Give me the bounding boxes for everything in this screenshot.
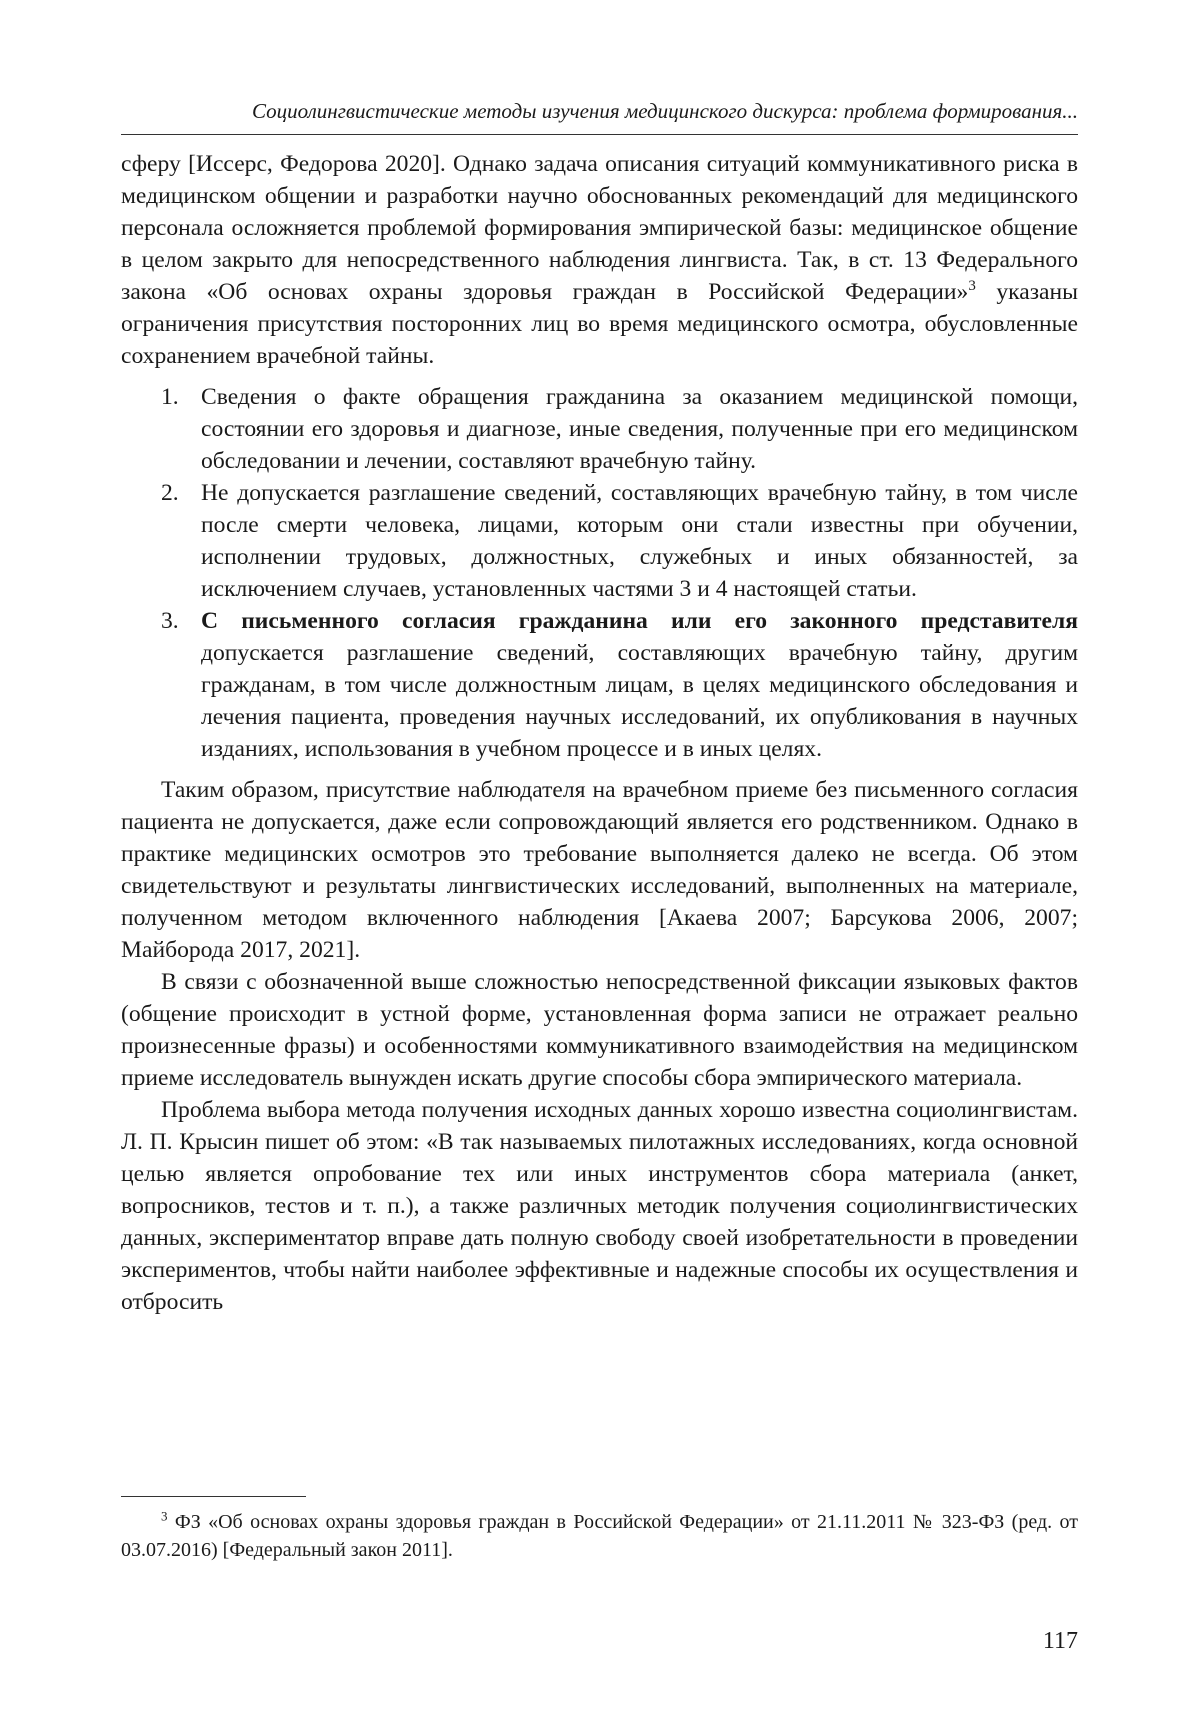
- list-item-text: допускается разглашение сведений, составляющих врачебную тайну, другим гражданам, в том числе должностным лицам, в целях медицинского обследования и лечения пациента, проведения научных исследований, их опубликования в научных изданиях, использования в учебном процессе и в иных целях.: [201, 640, 1078, 762]
- list-number: 2.: [161, 480, 179, 506]
- paragraph: Таким образом, присутствие наблюдателя на врачебном приеме без письменного согласия пациента не допускается, даже если сопровождающий является его родственником. Однако в практике медицинских осмотров это требование выполняется далеко не всегда. Об этом свидетельствуют и результаты лингвистических исследований, выполненных на материале, полученном методом включенного наблюдения [Акаева 2007; Барсукова 2006, 2007; Майборода 2017, 2021].: [121, 777, 1078, 963]
- footnote-reference[interactable]: 3: [968, 278, 976, 295]
- paragraph: [121, 148, 1078, 372]
- footnote-rule: [121, 1496, 306, 1497]
- footnote-mark: 3: [161, 1508, 168, 1524]
- page-number: 117: [1042, 1628, 1078, 1654]
- footnote-text: ФЗ «Об основах охраны здоровья граждан в Российской Федерации» от 21.11.2011 № 323-ФЗ (ред. от 03.07.2016) [Федеральный закон 2011].: [121, 1511, 1078, 1561]
- list-item: [121, 477, 1078, 605]
- list-item-text: Сведения о факте обращения гражданина за оказанием медицинской помощи, состоянии его здоровья и диагнозе, иные сведения, полученные при его медицинском обследовании и лечении, составляют врачебную тайну.: [201, 384, 1078, 474]
- list-item-bold-text: С письменного согласия гражданина или его законного представителя: [201, 608, 1078, 634]
- list-item-text: Не допускается разглашение сведений, составляющих врачебную тайну, в том числе после смерти человека, лицами, которым они стали известны при обучении, исполнении трудовых, должностных, служебных и иных обязанностей, за исключением случаев, установленных частями 3 и 4 настоящей статьи.: [201, 480, 1078, 602]
- list-number: 3.: [161, 608, 179, 634]
- list-number: 1.: [161, 384, 179, 410]
- paragraph-text: сферу [Иссерс, Федорова 2020]. Однако задача описания ситуаций коммуникативного риска в медицинском общении и разработки научно обоснованных рекомендаций для медицинского персонала осложняется проблемой формирования эмпирической базы: медицинское общение в целом закрыто для непосредственного наблюдения лингвиста. Так, в ст. 13 Федерального закона «Об основах охраны здоровья граждан в Российской Федерации»: [121, 151, 1078, 305]
- list-item: [121, 381, 1078, 477]
- header-rule: [121, 134, 1078, 135]
- paragraph: Проблема выбора метода получения исходных данных хорошо известна социолингвистам. Л. П. Крысин пишет об этом: «В так называемых пилотажных исследованиях, когда основной целью является опробование тех или иных инструментов сбора материала (анкет, вопросников, тестов и т. п.), а также различных методик получения социолингвистических данных, экспериментатор вправе дать полную свободу своей изобретательности в проведении экспериментов, чтобы найти наиболее эффективные и надежные способы их осуществления и отбросить: [121, 1097, 1078, 1315]
- main-text: [121, 148, 1078, 1318]
- paragraph-text: указаны ограничения присутствия посторонних лиц во время медицинского осмотра, обусловленные сохранением врачебной тайны.: [121, 279, 1079, 369]
- list-item: [121, 605, 1078, 765]
- paragraph: В связи с обозначенной выше сложностью непосредственной фиксации языковых фактов (общение происходит в устной форме, установленная форма записи не отражает реально произнесенные фразы) и особенностями коммуникативного взаимодействия на медицинском приеме исследователь вынужден искать другие способы сбора эмпирического материала.: [121, 969, 1078, 1091]
- numbered-list: [121, 381, 1078, 765]
- running-head: Социолингвистические методы изучения медицинского дискурса: проблема формирования...: [252, 99, 1078, 123]
- footnote: [121, 1508, 1078, 1564]
